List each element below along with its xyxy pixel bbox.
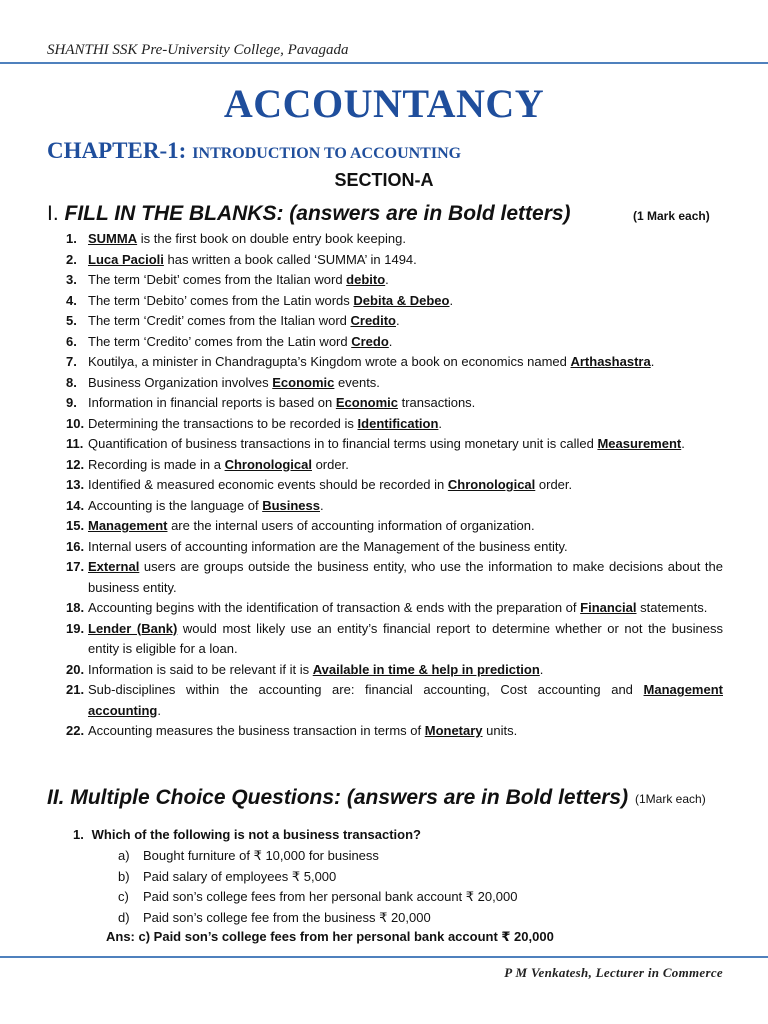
item-text-post: has written a book called ‘SUMMA’ in 1494. <box>163 251 417 267</box>
fill-blanks-list <box>47 229 723 742</box>
answer-text: Financial <box>580 600 637 615</box>
option-text: Paid son’s college fees from her personal bank account ₹ 20,000 <box>143 889 518 904</box>
fill-blank-item <box>47 721 723 742</box>
answer-text: Identification <box>357 415 439 431</box>
fill-blank-item <box>47 455 723 476</box>
item-text-post: . <box>157 702 161 718</box>
item-number: 13. <box>66 477 85 492</box>
mcq-option <box>118 908 517 929</box>
item-number: 8. <box>66 374 77 390</box>
document-title: ACCOUNTANCY <box>223 81 545 126</box>
item-text-post: is the first book on double entry book keeping. <box>137 231 406 246</box>
option-letter: c) <box>118 889 129 904</box>
item-number: 7. <box>66 354 77 369</box>
answer-text: External <box>88 559 140 574</box>
item-number: 22. <box>66 723 85 738</box>
answer-text: Debita & Debeo <box>353 292 450 308</box>
item-text-pre: The term ‘Credito’ comes from the Latin word <box>88 333 352 349</box>
header-divider <box>0 62 768 64</box>
item-text-post: units. <box>482 723 518 738</box>
fill-blank-item <box>47 352 723 373</box>
option-letter: b) <box>118 868 130 884</box>
item-text-pre: Information is said to be relevant if it is <box>88 661 313 677</box>
chapter-label: CHAPTER-1: <box>47 138 187 163</box>
fill-blank-item <box>47 557 723 598</box>
option-text: Paid salary of employees ₹ 5,000 <box>143 868 337 884</box>
answer-text: Luca Pacioli <box>88 251 164 267</box>
fill-blank-item <box>47 270 723 291</box>
footer-divider <box>0 956 768 958</box>
item-text-pre: The term ‘Debito’ comes from the Latin words <box>88 292 354 308</box>
answer-text: Credito <box>350 313 396 328</box>
answer-text: Business <box>262 497 320 513</box>
item-number: 5. <box>66 313 77 328</box>
item-text-post: are the internal users of accounting information of organization. <box>167 518 535 533</box>
option-text: Bought furniture of ₹ 10,000 for business <box>143 848 379 863</box>
answer-text: Monetary <box>424 723 483 738</box>
item-number: 20. <box>66 661 85 677</box>
answer-text: Measurement <box>597 436 682 451</box>
fill-blank-item <box>47 598 723 619</box>
mcq-marks: (1Mark each) <box>635 792 706 806</box>
mcq-option <box>118 846 517 867</box>
chapter-name: INTRODUCTION TO ACCOUNTING <box>192 145 462 162</box>
item-text-pre: Accounting is the language of <box>88 497 263 513</box>
fill-blank-item <box>47 250 723 271</box>
item-text-pre: Determining the transactions to be recorded is <box>88 415 358 431</box>
fill-blank-item <box>47 229 723 250</box>
item-text-post: . <box>539 661 544 677</box>
item-text-pre: Information in financial reports is based on <box>88 395 336 410</box>
item-text-pre: Accounting begins with the identification of transaction & ends with the preparation of <box>88 600 581 615</box>
item-number: 11. <box>66 436 84 451</box>
mcq-question-text: Which of the following is not a business transaction? <box>91 827 421 842</box>
fill-blank-item <box>47 434 723 455</box>
fill-blanks-number: I. <box>47 202 59 225</box>
item-text-post: . <box>396 313 400 328</box>
mcq-question <box>73 827 421 842</box>
item-number: 3. <box>66 272 77 287</box>
item-text-pre: Recording is made in a <box>88 456 225 472</box>
item-number: 16. <box>66 538 85 554</box>
fill-blank-item <box>47 332 723 353</box>
fill-blank-item <box>47 516 723 537</box>
fill-blank-item <box>47 291 723 312</box>
mcq-options <box>118 846 517 928</box>
option-letter: a) <box>118 848 130 863</box>
item-text-post: transactions. <box>397 395 476 410</box>
answer-text: Credo <box>351 333 389 349</box>
item-number: 6. <box>66 333 77 349</box>
item-text-post: order. <box>311 456 349 472</box>
fill-blank-item <box>47 619 723 660</box>
item-text-pre: The term ‘Credit’ comes from the Italian word <box>88 313 351 328</box>
fill-blank-item <box>47 475 723 496</box>
answer-text: Available in time & help in prediction <box>312 661 540 677</box>
item-number: 1. <box>66 231 77 246</box>
college-name: SHANTHI SSK Pre-University College, Pavagada <box>47 42 349 58</box>
item-text-pre: Sub-disciplines within the accounting are: financial accounting, Cost accounting and <box>88 682 644 697</box>
answer-text: debito <box>346 272 386 287</box>
item-text-post: . <box>650 354 655 369</box>
item-text-pre: Quantification of business transactions in to financial terms using monetary unit is called <box>88 436 598 451</box>
answer-text: Management <box>88 518 168 533</box>
item-number: 19. <box>66 620 85 636</box>
section-heading: SECTION-A <box>334 170 434 190</box>
item-text-pre: The term ‘Debit’ comes from the Italian word <box>88 272 347 287</box>
answer-text: SUMMA <box>88 231 138 246</box>
mcq-answer: Ans: c) Paid son’s college fees from her personal bank account ₹ 20,000 <box>106 929 554 944</box>
option-text: Paid son’s college fee from the business ₹ 20,000 <box>143 909 431 925</box>
item-text-post: users are groups outside the business entity, who use the information to make decisions about the business entity. <box>88 559 723 595</box>
item-number: 15. <box>66 518 85 533</box>
answer-text: Lender (Bank) <box>88 620 178 636</box>
fill-blank-item <box>47 311 723 332</box>
item-number: 4. <box>66 292 77 308</box>
mcq-heading: II. Multiple Choice Questions: (answers are in Bold letters) <box>47 786 629 809</box>
item-number: 10. <box>66 415 85 431</box>
item-text-pre: Identified & measured economic events should be recorded in <box>88 477 448 492</box>
fill-blank-item <box>47 414 723 435</box>
fill-blank-item <box>47 660 723 681</box>
item-text-post: events. <box>334 374 380 390</box>
item-text-post: . <box>320 497 324 513</box>
item-text-pre: Accounting measures the business transaction in terms of <box>88 723 425 738</box>
item-text-pre: Internal users of accounting information are the Management of the business entity. <box>88 538 568 554</box>
item-number: 9. <box>66 395 77 410</box>
footer-author: P M Venkatesh, Lecturer in Commerce <box>504 965 723 980</box>
option-letter: d) <box>118 909 130 925</box>
answer-text: Management accounting <box>88 682 723 718</box>
fill-blank-item <box>47 537 723 558</box>
fill-blanks-title: FILL IN THE BLANKS: (answers are in Bold letters) <box>64 202 571 225</box>
item-number: 17. <box>66 559 85 574</box>
answer-text: Arthashastra <box>570 354 651 369</box>
item-text-post: . <box>681 436 685 451</box>
item-text-post: . <box>388 333 393 349</box>
item-text-pre: Koutilya, a minister in Chandragupta’s Kingdom wrote a book on economics named <box>88 354 571 369</box>
item-number: 2. <box>66 251 77 267</box>
item-text-post: statements. <box>636 600 708 615</box>
fill-blanks-heading <box>47 202 571 226</box>
item-text-post: . <box>438 415 443 431</box>
item-number: 14. <box>66 497 85 513</box>
item-text-post: order. <box>535 477 573 492</box>
item-text-pre: Business Organization involves <box>88 374 273 390</box>
mcq-question-number: 1. <box>73 827 84 842</box>
item-text-post: . <box>385 272 389 287</box>
item-text-post: . <box>449 292 454 308</box>
fill-blank-item <box>47 680 723 721</box>
answer-text: Chronological <box>447 477 536 492</box>
fill-blank-item <box>47 393 723 414</box>
item-number: 18. <box>66 600 85 615</box>
chapter-heading <box>47 138 461 164</box>
answer-text: Chronological <box>224 456 312 472</box>
item-number: 12. <box>66 456 85 472</box>
fill-blank-item <box>47 373 723 394</box>
answer-text: Economic <box>335 395 398 410</box>
mcq-option <box>118 867 517 888</box>
item-text-post: would most likely use an entity’s financial report to determine whether or not the business entity is eligible for a loan. <box>88 620 724 656</box>
fill-blank-item <box>47 496 723 517</box>
item-number: 21. <box>66 682 85 697</box>
fill-blanks-marks: (1 Mark each) <box>633 209 710 223</box>
mcq-option <box>118 887 517 908</box>
answer-text: Economic <box>272 374 335 390</box>
